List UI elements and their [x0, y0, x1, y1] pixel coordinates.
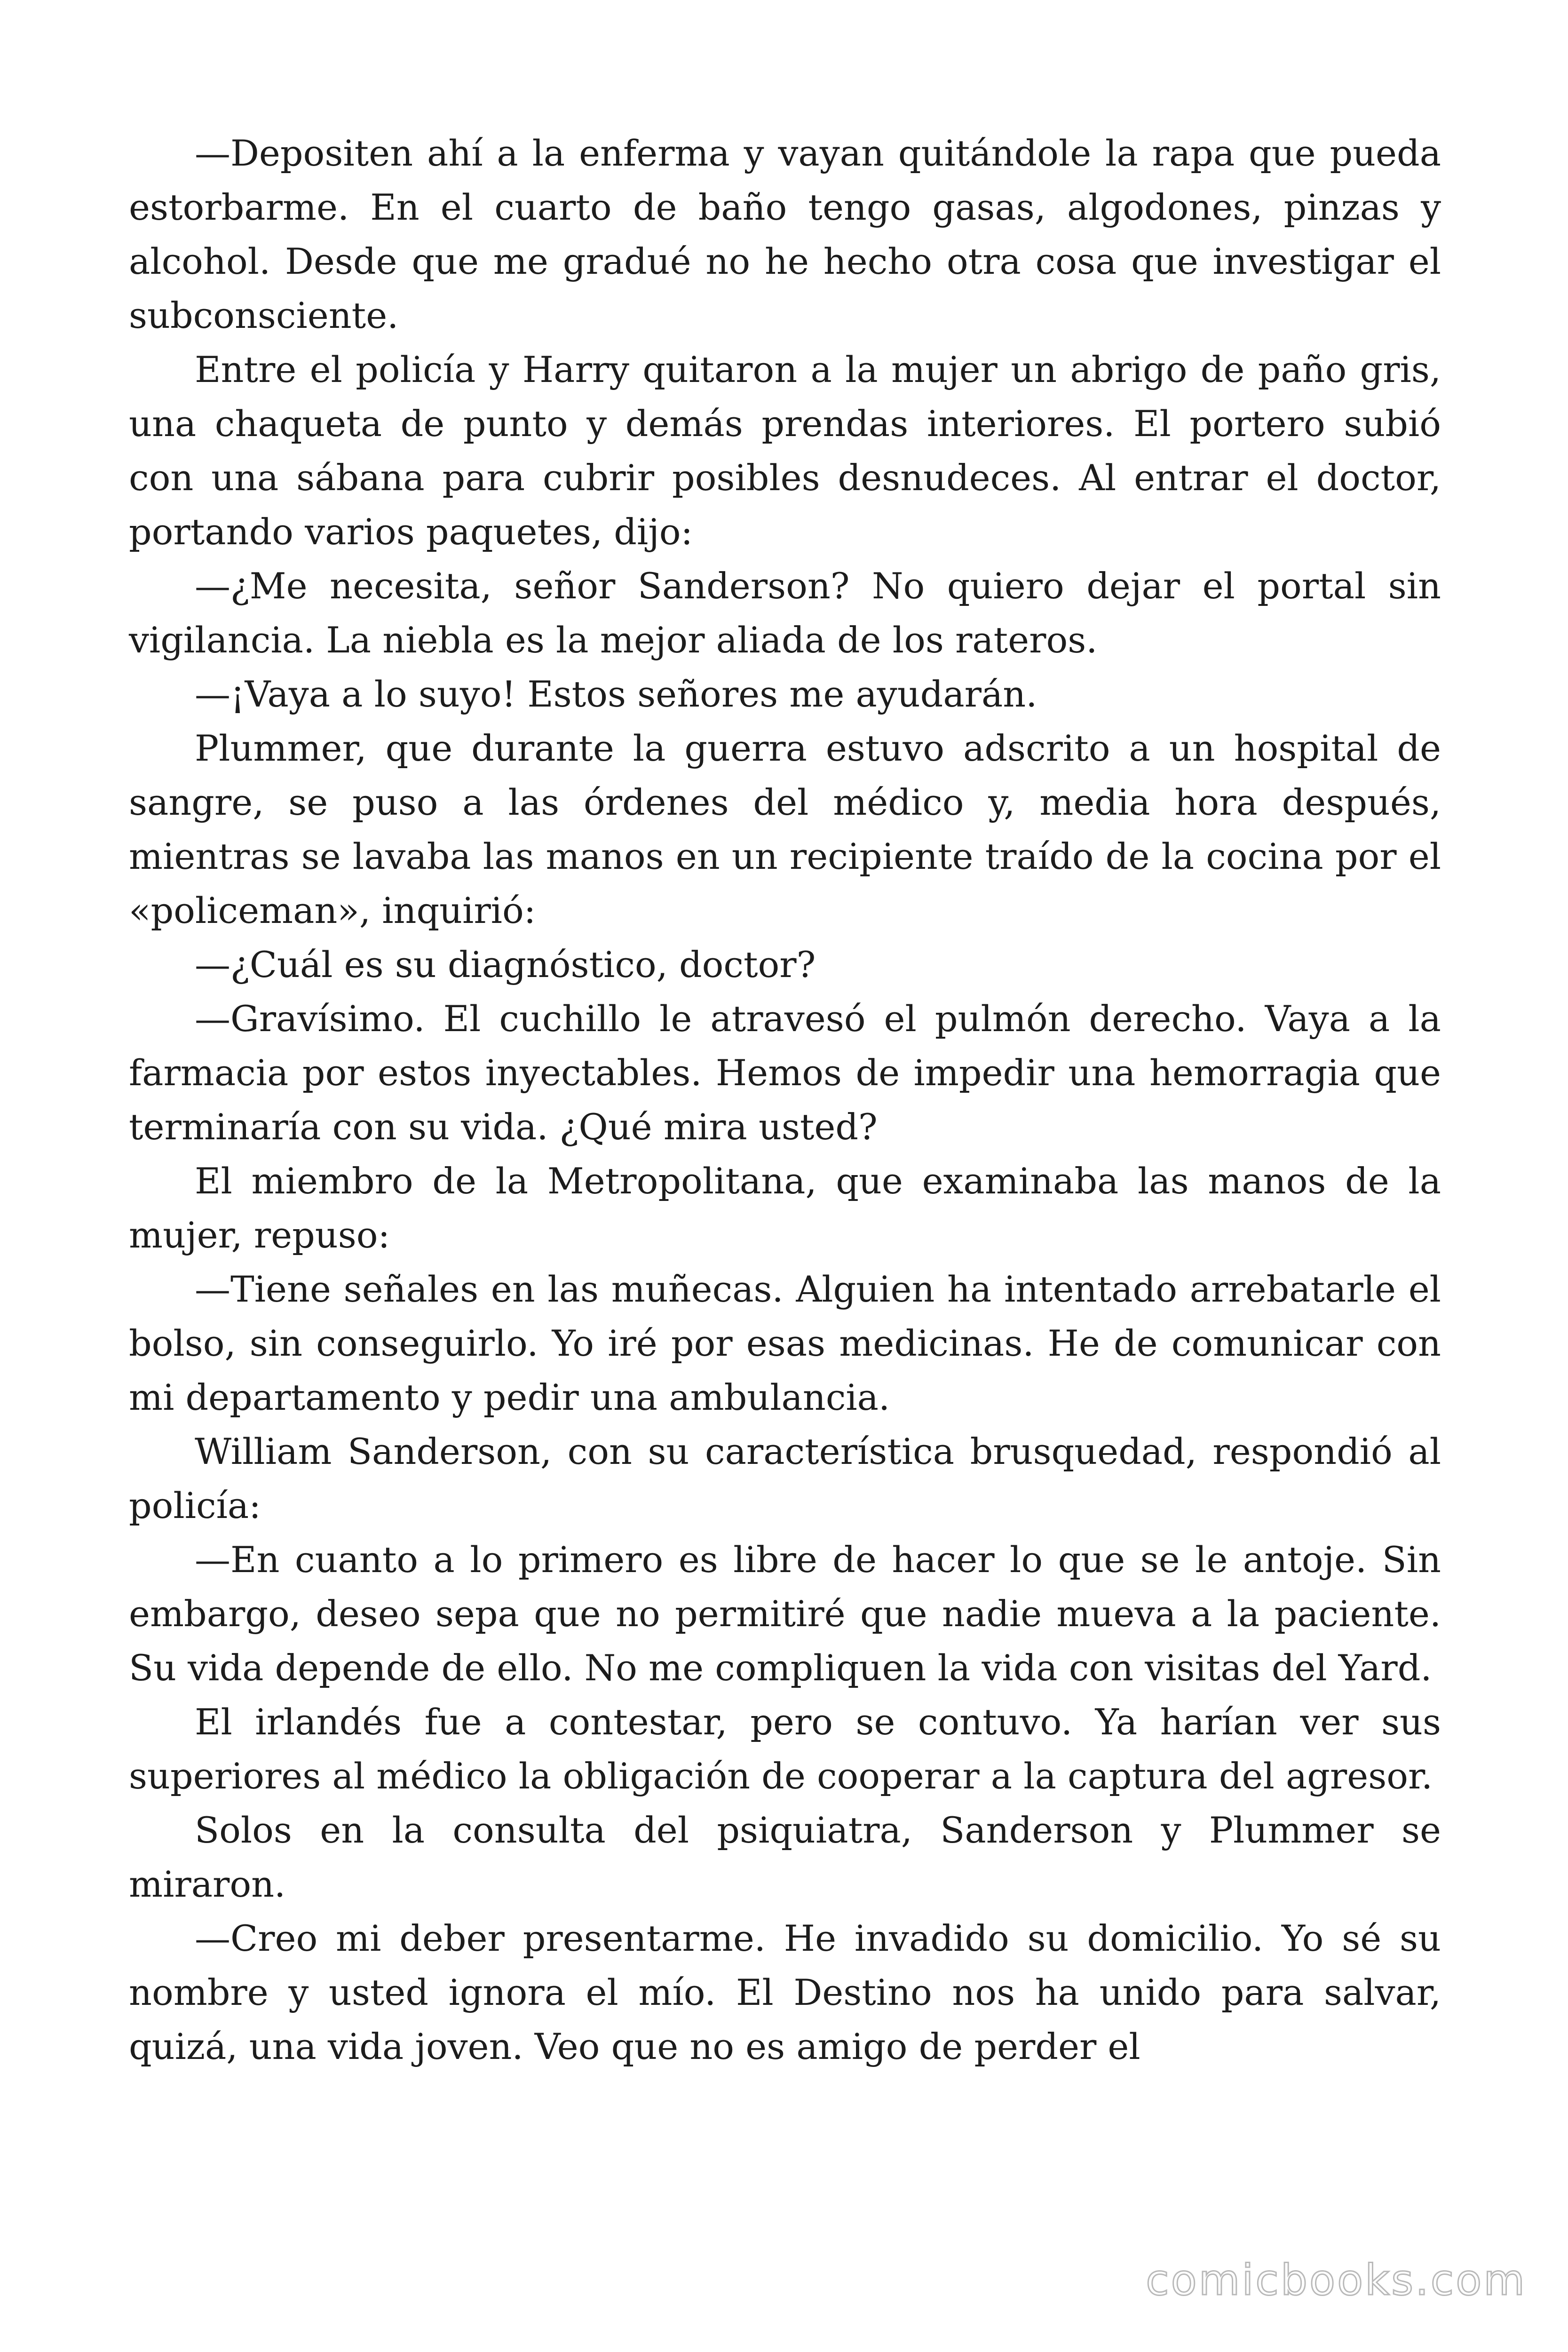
paragraph: —Depositen ahí a la enferma y vayan quitándole la rapa que pueda estorbarme. En el cuarto de baño tengo gasas, algodones, pinzas y alcohol. Desde que me gradué no he hecho otra cosa que investigar el subconsciente.	[129, 132, 1441, 336]
paragraph: —¡Vaya a lo suyo! Estos señores me ayudarán.	[195, 673, 1037, 715]
paragraph: El irlandés fue a contestar, pero se contuvo. Ya harían ver sus superiores al médico la obligación de cooperar a la captura del agresor.	[129, 1701, 1441, 1797]
paragraph: Plummer, que durante la guerra estuvo adscrito a un hospital de sangre, se puso a las órdenes del médico y, media hora después, mientras se lavaba las manos en un recipiente traído de la cocina por el «policeman», inquirió:	[129, 727, 1441, 931]
paragraph: —¿Me necesita, señor Sanderson? No quiero dejar el portal sin vigilancia. La niebla es la mejor aliada de los rateros.	[129, 565, 1441, 661]
paragraph: —Gravísimo. El cuchillo le atravesó el pulmón derecho. Vaya a la farmacia por estos inyectables. Hemos de impedir una hemorragia que terminaría con su vida. ¿Qué mira usted?	[129, 998, 1441, 1148]
paragraph: William Sanderson, con su característica brusquedad, respondió al policía:	[129, 1430, 1441, 1526]
watermark: comicbooks.com	[1146, 2256, 1527, 2305]
paragraph: Entre el policía y Harry quitaron a la mujer un abrigo de paño gris, una chaqueta de punto y demás prendas interiores. El portero subió con una sábana para cubrir posibles desnudeces. Al entrar el doctor, portando varios paquetes, dijo:	[129, 349, 1441, 553]
paragraph: Solos en la consulta del psiquiatra, Sanderson y Plummer se miraron.	[129, 1809, 1441, 1905]
paragraph: —¿Cuál es su diagnóstico, doctor?	[195, 944, 816, 985]
paragraph: —Creo mi deber presentarme. He invadido su domicilio. Yo sé su nombre y usted ignora el mío. El Destino nos ha unido para salvar, quizá, una vida joven. Veo que no es amigo de perder el	[129, 1917, 1441, 2067]
paragraph: El miembro de la Metropolitana, que examinaba las manos de la mujer, repuso:	[129, 1160, 1441, 1256]
paragraph: —En cuanto a lo primero es libre de hacer lo que se le antoje. Sin embargo, deseo sepa que no permitiré que nadie mueva a la paciente. Su vida depende de ello. No me compliquen la vida con visitas del Yard.	[129, 1539, 1441, 1689]
paragraph: —Tiene señales en las muñecas. Alguien ha intentado arrebatarle el bolso, sin conseguirlo. Yo iré por esas medicinas. He de comunicar con mi departamento y pedir una ambulancia.	[129, 1268, 1441, 1418]
page-text	[129, 126, 1441, 2074]
